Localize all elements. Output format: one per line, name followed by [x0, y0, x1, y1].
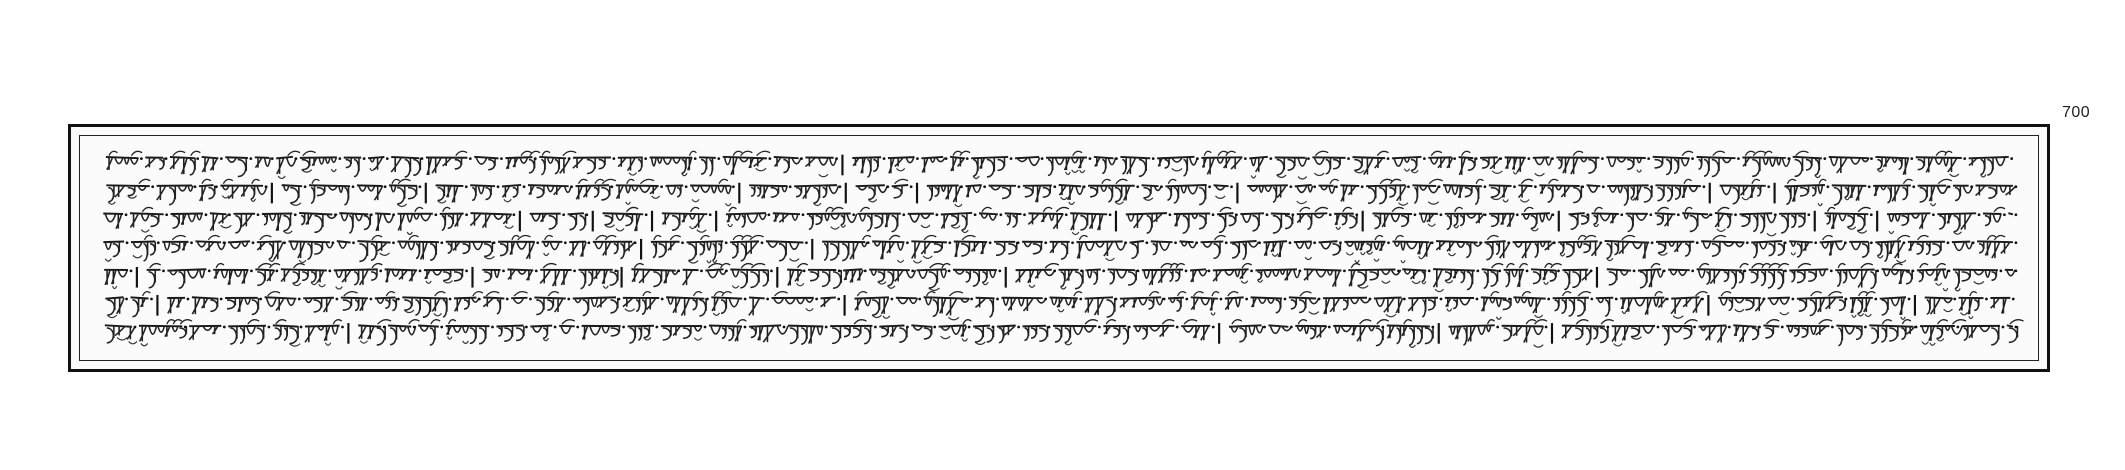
script-line	[106, 151, 2013, 179]
script-line	[106, 179, 2017, 206]
folio-inner-frame	[79, 135, 2039, 361]
script-line	[105, 320, 2024, 348]
manuscript-folio	[68, 124, 2050, 372]
page-number: 700	[2062, 104, 2091, 121]
tibetan-script-lines	[80, 136, 2038, 360]
script-line	[104, 264, 2017, 292]
script-line	[103, 207, 2017, 235]
script-line	[105, 292, 2014, 320]
script-line	[103, 235, 2017, 263]
